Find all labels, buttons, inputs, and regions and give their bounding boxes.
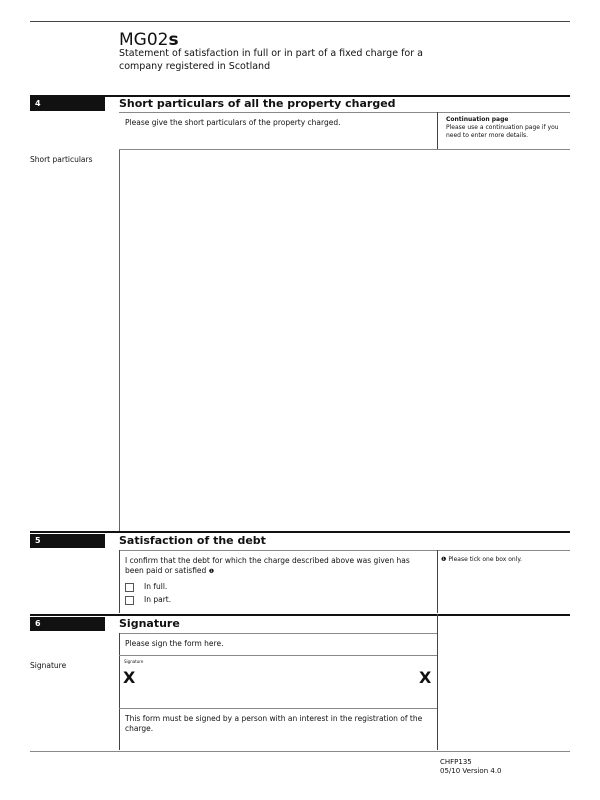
section-5-number: 5 (30, 534, 105, 548)
signature-caption: Signature (124, 659, 144, 664)
form-code-main: MG02 (119, 30, 169, 50)
option-in-part[interactable] (125, 595, 171, 605)
bottom-rule (30, 751, 570, 752)
section-6-title-underline (119, 633, 437, 634)
section-6-number: 6 (30, 617, 105, 631)
signing-note: This form must be signed by a person with an interest in the registration of the charge. (125, 714, 423, 733)
continuation-note-text: Please use a continuation page if you need to enter more details. (446, 124, 559, 139)
continuation-note-title: Continuation page (446, 116, 509, 123)
tick-note-marker: ❶ (441, 556, 447, 563)
section-4-title: Short particulars of all the property charged (119, 97, 396, 110)
in-full-label: In full. (144, 582, 168, 591)
satisfaction-statement (125, 556, 430, 577)
footer-version: 05/10 Version 4.0 (440, 767, 502, 775)
section-5-left-border (119, 550, 120, 613)
in-part-label: In part. (144, 595, 172, 604)
footer-code: CHFP135 (440, 758, 472, 766)
signature-label: Signature (30, 661, 67, 670)
in-full-checkbox[interactable] (125, 583, 134, 592)
tick-note (441, 556, 522, 564)
in-part-checkbox[interactable] (125, 596, 134, 605)
section-6-title: Signature (119, 617, 180, 630)
section-5-rule (30, 531, 570, 533)
short-particulars-field[interactable] (119, 150, 570, 531)
section-5-title: Satisfaction of the debt (119, 534, 266, 547)
section-5-title-underline (119, 550, 570, 551)
option-in-full[interactable] (125, 582, 167, 592)
section-4-instruction: Please give the short particulars of the property charged. (125, 118, 341, 127)
sign-instruction: Please sign the form here. (125, 639, 224, 648)
top-rule (30, 21, 570, 22)
signature-underline (119, 708, 437, 709)
signature-cross-left-icon: X (123, 668, 136, 687)
section-6-rule (30, 614, 570, 616)
section-4-divider (437, 112, 438, 149)
footnote-marker: ❶ (208, 568, 215, 575)
satisfaction-statement-text: I confirm that the debt for which the charge described above was given has been paid or satisfied (125, 556, 410, 575)
section-6-divider (437, 614, 438, 750)
section-5-divider (437, 550, 438, 613)
signature-cross-right-icon: X (419, 668, 432, 687)
section-4-title-underline (119, 112, 570, 113)
signature-box[interactable] (119, 656, 437, 708)
short-particulars-label: Short particulars (30, 155, 93, 164)
form-code-suffix: s (168, 30, 179, 50)
section-4-number: 4 (30, 97, 105, 111)
form-subtitle: Statement of satisfaction in full or in part of a fixed charge for a company registered in Scotland (119, 48, 423, 72)
continuation-note (446, 116, 566, 140)
tick-note-text: Please tick one box only. (448, 556, 522, 563)
